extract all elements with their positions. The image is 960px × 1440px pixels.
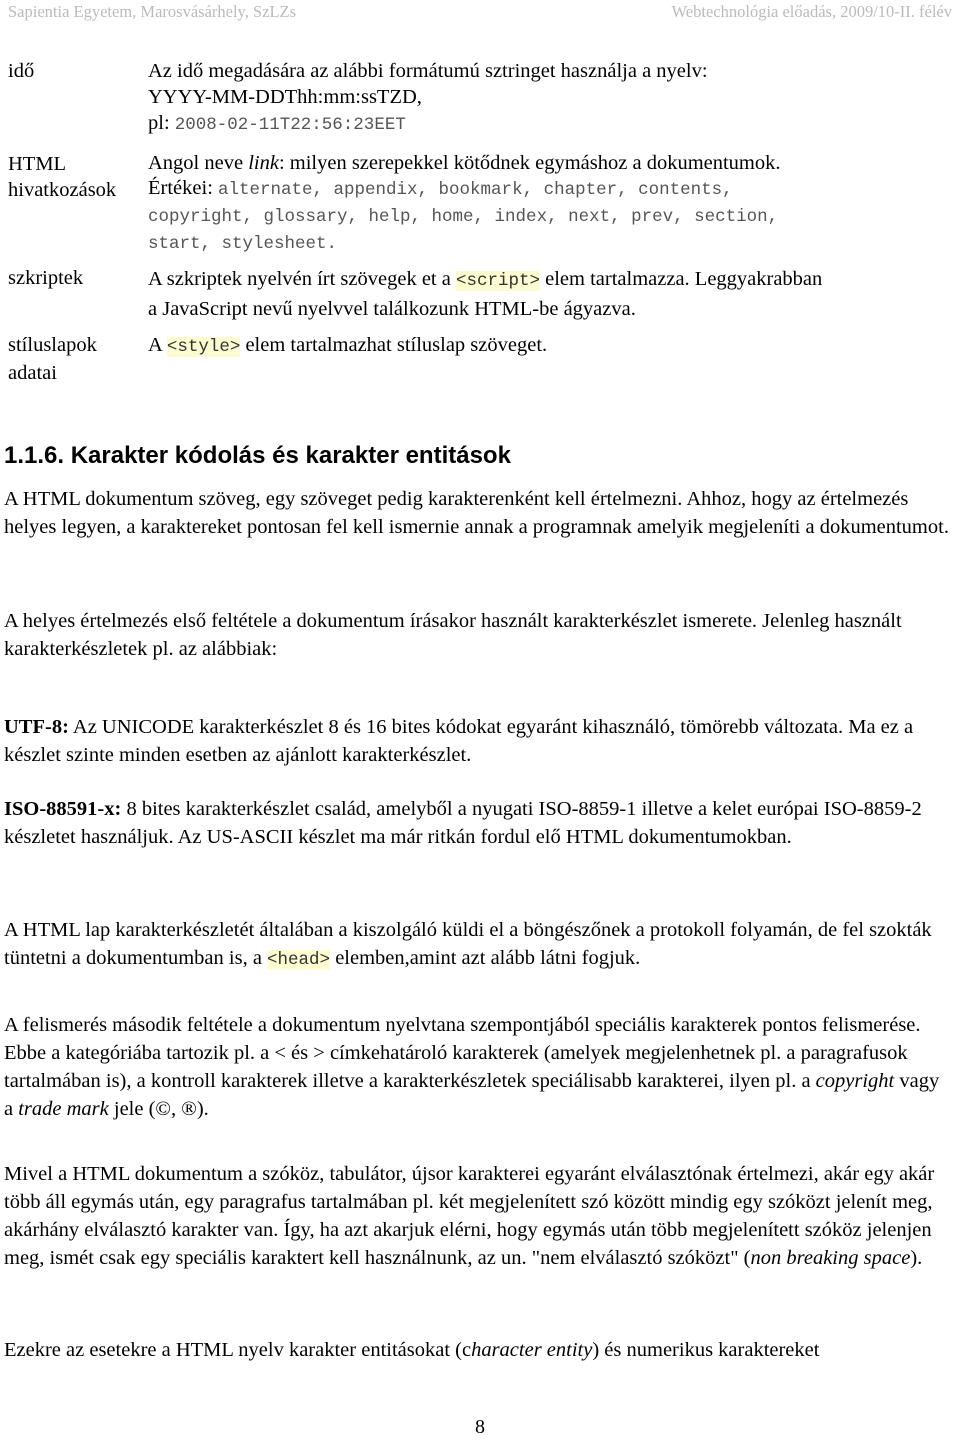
paragraph-iso: ISO-88591-x: 8 bites karakterkészlet család, amelyből a nyugati ISO-8859-1 illetve a kelet európai ISO-8859-2 készletet használjuk. Az US-ASCII készlet ma már ritkán fordul elő HTML dokumentumokban. — [4, 798, 922, 848]
term-html-links — [8, 151, 146, 203]
paragraph-2: A helyes értelmezés első feltétele a dokumentum írásakor használt karakterkészlet ismerete. Jelenleg használt karakterkészletek pl. az alábbiak: — [4, 610, 902, 660]
section-heading: 1.1.6. Karakter kódolás és karakter entitások — [4, 442, 511, 469]
def-ido — [148, 58, 953, 138]
term-styles — [8, 331, 146, 387]
def-links-line1: Angol neve link: milyen szerepekkel kötődnek egymáshoz a dokumentumok. — [148, 152, 781, 174]
def-ido-pl: pl: — [148, 112, 170, 134]
term-ido: idő — [8, 60, 35, 82]
page-header — [8, 2, 952, 26]
nbsp-term: non breaking space — [750, 1247, 911, 1269]
def-links-line2: Értékei: alternate, appendix, bookmark, chapter, contents, — [148, 177, 733, 200]
def-links-link-word: link — [248, 152, 279, 174]
entity-term: haracter entity — [471, 1339, 593, 1361]
term-styles-line1: stíluslapok — [8, 334, 97, 356]
head-tag-code: <head> — [267, 950, 331, 970]
term-styles-line2: adatai — [8, 362, 57, 384]
def-scripts — [148, 265, 953, 323]
trademark-word: trade mark — [18, 1098, 109, 1120]
def-html-links — [148, 151, 953, 257]
def-ido-example-code: 2008-02-11T22:56:23EET — [174, 115, 406, 135]
paragraph-utf8: UTF-8: Az UNICODE karakterkészlet 8 és 16 bites kódokat egyaránt kihasználó, tömörebb változata. Ma ez a készlet szinte minden esetben az ajánlott karakterkészlet. — [4, 716, 914, 766]
iso-label: ISO-88591-x: — [4, 798, 122, 820]
utf8-label: UTF-8: — [4, 716, 69, 738]
copyright-word: copyright — [815, 1070, 895, 1092]
term-html-links-line1: HTML — [8, 153, 67, 175]
header-right: Webtechnológia előadás, 2009/10-II. félév — [671, 2, 952, 21]
def-links-line3 — [148, 203, 953, 230]
def-styles-line1: A <style> elem tartalmazhat stíluslap szöveget. — [148, 334, 548, 357]
paragraph-1: A HTML dokumentum szöveg, egy szöveget pedig karakterenként kell értelmezni. Ahhoz, hogy az értelmezés helyes legyen, a karaktereket pontosan fel kell ismernie annak a programnak amelyik megjeleníti a dokumentumot. — [4, 488, 949, 538]
page-number: 8 — [475, 1416, 485, 1438]
style-tag-code: <style> — [166, 337, 241, 357]
def-ido-line3 — [148, 110, 953, 138]
paragraph-special-chars: A felismerés második feltétele a dokumentum nyelvtana szempontjából speciális karakterek pontos felismerése. Ebbe a kategóriába tartozik pl. a < és > címkehatároló karakterek (amelyek megjelenhetnek pl. a paragrafusok tartalmában is), a kontroll karakterek illetve a karakterkészletek speciálisabb karakterei, ilyen pl. a copyright vagy a trade mark jele (©, ®). — [4, 1014, 940, 1120]
def-ido-line1: Az idő megadására az alábbi formátumú sztringet használja a nyelv: — [148, 60, 708, 82]
def-scripts-line1: A szkriptek nyelvén írt szövegek et a <script> elem tartalmazza. Leggyakrabban — [148, 268, 823, 291]
def-links-values-3: start, stylesheet. — [148, 234, 338, 254]
script-tag-code: <script> — [455, 271, 540, 291]
paragraph-entities: Ezekre az esetekre a HTML nyelv karakter entitásokat (character entity) és numerikus karaktereket — [4, 1339, 820, 1361]
def-links-line4 — [148, 230, 953, 257]
def-ido-line2: YYYY-MM-DDThh:mm:ssTZD, — [148, 86, 422, 108]
def-links-values-2: copyright, glossary, help, home, index, next, prev, section, — [148, 207, 779, 227]
paragraph-whitespace: Mivel a HTML dokumentum a szóköz, tabulátor, újsor karakterei egyaránt elválasztónak értelmezi, akár egy akár több áll egymás után, egy paragrafus tartalmában pl. két megjelenített szó között mindig egy szóközt jelenít meg, akárhány elválasztó karakter van. Így, ha azt akarjuk elérni, hogy egymás után több megjelenített szóköz jelenjen meg, ismét csak egy speciális karaktert kell használnunk, az un. "nem elválasztó szóközt" (non breaking space). — [4, 1163, 935, 1269]
header-left: Sapientia Egyetem, Marosvásárhely, SzLZs — [8, 2, 297, 21]
def-links-values-1: alternate, appendix, bookmark, chapter, contents, — [218, 180, 733, 200]
def-styles — [148, 331, 953, 361]
term-scripts: szkriptek — [8, 267, 84, 289]
def-scripts-line2: a JavaScript nevű nyelvvel találkozunk HTML-be ágyazva. — [148, 298, 636, 320]
term-html-links-line2: hivatkozások — [8, 179, 117, 201]
paragraph-charset: A HTML lap karakterkészletét általában a kiszolgáló küldi el a böngészőnek a protokoll folyamán, de fel szokták tüntetni a dokumentumban is, a <head> elemben,amint azt alább látni fogjuk. — [4, 919, 932, 970]
